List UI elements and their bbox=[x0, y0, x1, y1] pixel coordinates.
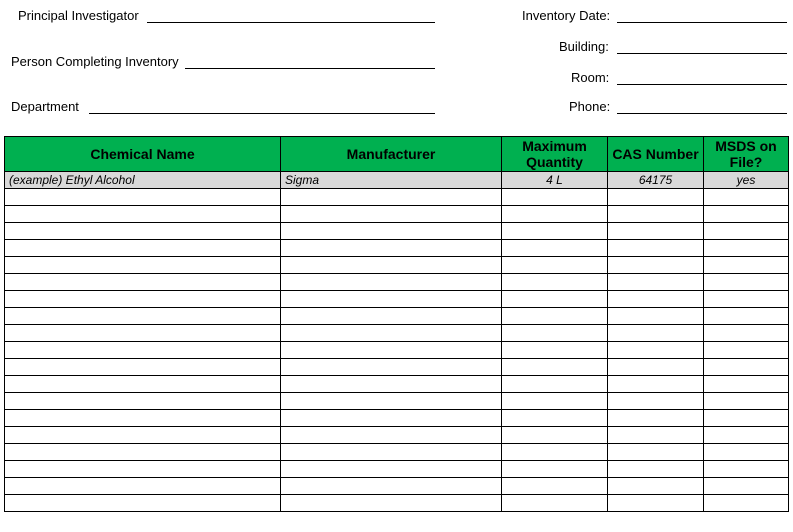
msds-on-file-cell[interactable] bbox=[704, 461, 789, 478]
manufacturer-cell[interactable] bbox=[281, 410, 502, 427]
example-row bbox=[5, 172, 789, 189]
msds-on-file-cell[interactable] bbox=[704, 444, 789, 461]
chemical-inventory-table bbox=[4, 136, 789, 512]
manufacturer-cell[interactable] bbox=[281, 308, 502, 325]
maximum-quantity-cell[interactable] bbox=[502, 206, 608, 223]
cas-number-cell[interactable] bbox=[608, 376, 704, 393]
chemical-name-cell[interactable] bbox=[5, 206, 281, 223]
chemical-name-cell[interactable] bbox=[5, 223, 281, 240]
msds-on-file-cell[interactable] bbox=[704, 206, 789, 223]
table-row bbox=[5, 223, 789, 240]
table-row bbox=[5, 189, 789, 206]
manufacturer-cell[interactable] bbox=[281, 376, 502, 393]
table-row bbox=[5, 359, 789, 376]
table-row bbox=[5, 427, 789, 444]
table-row bbox=[5, 342, 789, 359]
manufacturer-cell[interactable] bbox=[281, 189, 502, 206]
maximum-quantity-cell[interactable] bbox=[502, 240, 608, 257]
cas-number-cell[interactable] bbox=[608, 461, 704, 478]
chemical-name-cell[interactable] bbox=[5, 240, 281, 257]
table-row bbox=[5, 206, 789, 223]
principal-investigator-label: Principal Investigator bbox=[18, 8, 139, 23]
building-label: Building: bbox=[559, 39, 609, 54]
cas-number-cell[interactable] bbox=[608, 325, 704, 342]
col-header-cas-number: CAS Number bbox=[608, 137, 704, 172]
maximum-quantity-cell[interactable] bbox=[502, 325, 608, 342]
principal-investigator-field[interactable] bbox=[147, 22, 435, 23]
chemical-name-cell[interactable] bbox=[5, 189, 281, 206]
inventory-date-label: Inventory Date: bbox=[522, 8, 611, 23]
cas-number-cell[interactable] bbox=[608, 189, 704, 206]
msds-on-file-cell[interactable] bbox=[704, 325, 789, 342]
table-row bbox=[5, 274, 789, 291]
maximum-quantity-cell[interactable] bbox=[502, 444, 608, 461]
msds-on-file-cell[interactable] bbox=[704, 478, 789, 495]
cas-number-cell[interactable] bbox=[608, 308, 704, 325]
maximum-quantity-cell[interactable] bbox=[502, 359, 608, 376]
table-row bbox=[5, 444, 789, 461]
table-row bbox=[5, 308, 789, 325]
maximum-quantity-cell[interactable] bbox=[502, 410, 608, 427]
example-chemical-name[interactable]: (example) Ethyl Alcohol bbox=[5, 172, 281, 189]
msds-on-file-cell[interactable] bbox=[704, 410, 789, 427]
phone-label: Phone: bbox=[569, 99, 611, 114]
manufacturer-cell[interactable] bbox=[281, 427, 502, 444]
chemical-name-cell[interactable] bbox=[5, 376, 281, 393]
phone-field[interactable] bbox=[617, 113, 787, 114]
msds-on-file-cell[interactable] bbox=[704, 223, 789, 240]
table-row bbox=[5, 410, 789, 427]
maximum-quantity-cell[interactable] bbox=[502, 342, 608, 359]
manufacturer-cell[interactable] bbox=[281, 274, 502, 291]
col-header-chemical-name: Chemical Name bbox=[5, 137, 281, 172]
maximum-quantity-cell[interactable] bbox=[502, 223, 608, 240]
msds-on-file-cell[interactable] bbox=[704, 393, 789, 410]
msds-on-file-cell[interactable] bbox=[704, 291, 789, 308]
table-row bbox=[5, 495, 789, 512]
manufacturer-cell[interactable] bbox=[281, 393, 502, 410]
example-msds-on-file[interactable]: yes bbox=[704, 172, 789, 189]
msds-on-file-cell[interactable] bbox=[704, 308, 789, 325]
room-field[interactable] bbox=[617, 84, 787, 85]
person-completing-field[interactable] bbox=[185, 68, 435, 69]
manufacturer-cell[interactable] bbox=[281, 461, 502, 478]
table-row bbox=[5, 393, 789, 410]
manufacturer-cell[interactable] bbox=[281, 478, 502, 495]
chemical-name-cell[interactable] bbox=[5, 274, 281, 291]
msds-on-file-cell[interactable] bbox=[704, 495, 789, 512]
maximum-quantity-cell[interactable] bbox=[502, 461, 608, 478]
example-manufacturer[interactable]: Sigma bbox=[281, 172, 502, 189]
department-field[interactable] bbox=[89, 113, 435, 114]
msds-on-file-cell[interactable] bbox=[704, 359, 789, 376]
maximum-quantity-cell[interactable] bbox=[502, 478, 608, 495]
cas-number-cell[interactable] bbox=[608, 291, 704, 308]
manufacturer-cell[interactable] bbox=[281, 342, 502, 359]
msds-on-file-cell[interactable] bbox=[704, 274, 789, 291]
building-field[interactable] bbox=[617, 53, 787, 54]
manufacturer-cell[interactable] bbox=[281, 291, 502, 308]
table-row bbox=[5, 461, 789, 478]
cas-number-cell[interactable] bbox=[608, 223, 704, 240]
manufacturer-cell[interactable] bbox=[281, 495, 502, 512]
chemical-name-cell[interactable] bbox=[5, 427, 281, 444]
department-label: Department bbox=[11, 99, 79, 114]
col-header-maximum-quantity: Maximum Quantity bbox=[502, 137, 608, 172]
manufacturer-cell[interactable] bbox=[281, 325, 502, 342]
person-completing-label: Person Completing Inventory bbox=[11, 54, 179, 69]
msds-on-file-cell[interactable] bbox=[704, 376, 789, 393]
room-label: Room: bbox=[571, 70, 610, 85]
cas-number-cell[interactable] bbox=[608, 257, 704, 274]
chemical-name-cell[interactable] bbox=[5, 410, 281, 427]
cas-number-cell[interactable] bbox=[608, 410, 704, 427]
example-maximum-quantity[interactable]: 4 L bbox=[502, 172, 608, 189]
chemical-name-cell[interactable] bbox=[5, 461, 281, 478]
col-header-msds-on-file: MSDS on File? bbox=[704, 137, 789, 172]
table-row bbox=[5, 240, 789, 257]
cas-number-cell[interactable] bbox=[608, 478, 704, 495]
chemical-name-cell[interactable] bbox=[5, 495, 281, 512]
cas-number-cell[interactable] bbox=[608, 206, 704, 223]
chemical-name-cell[interactable] bbox=[5, 342, 281, 359]
chemical-name-cell[interactable] bbox=[5, 359, 281, 376]
chemical-name-cell[interactable] bbox=[5, 257, 281, 274]
msds-on-file-cell[interactable] bbox=[704, 240, 789, 257]
maximum-quantity-cell[interactable] bbox=[502, 291, 608, 308]
table-header-row bbox=[5, 137, 789, 172]
maximum-quantity-cell[interactable] bbox=[502, 274, 608, 291]
cas-number-cell[interactable] bbox=[608, 359, 704, 376]
chemical-name-cell[interactable] bbox=[5, 325, 281, 342]
maximum-quantity-cell[interactable] bbox=[502, 393, 608, 410]
msds-on-file-cell[interactable] bbox=[704, 257, 789, 274]
table-row bbox=[5, 291, 789, 308]
table-row bbox=[5, 478, 789, 495]
cas-number-cell[interactable] bbox=[608, 274, 704, 291]
cas-number-cell[interactable] bbox=[608, 393, 704, 410]
maximum-quantity-cell[interactable] bbox=[502, 376, 608, 393]
inventory-date-field[interactable] bbox=[617, 22, 787, 23]
maximum-quantity-cell[interactable] bbox=[502, 427, 608, 444]
col-header-manufacturer: Manufacturer bbox=[281, 137, 502, 172]
chemical-name-cell[interactable] bbox=[5, 478, 281, 495]
manufacturer-cell[interactable] bbox=[281, 444, 502, 461]
cas-number-cell[interactable] bbox=[608, 427, 704, 444]
chemical-name-cell[interactable] bbox=[5, 444, 281, 461]
manufacturer-cell[interactable] bbox=[281, 206, 502, 223]
msds-on-file-cell[interactable] bbox=[704, 189, 789, 206]
table-row bbox=[5, 325, 789, 342]
msds-on-file-cell[interactable] bbox=[704, 342, 789, 359]
example-cas-number[interactable]: 64175 bbox=[608, 172, 704, 189]
cas-number-cell[interactable] bbox=[608, 444, 704, 461]
chemical-name-cell[interactable] bbox=[5, 308, 281, 325]
maximum-quantity-cell[interactable] bbox=[502, 189, 608, 206]
maximum-quantity-cell[interactable] bbox=[502, 308, 608, 325]
manufacturer-cell[interactable] bbox=[281, 257, 502, 274]
chemical-name-cell[interactable] bbox=[5, 291, 281, 308]
table-row bbox=[5, 257, 789, 274]
table-row bbox=[5, 376, 789, 393]
manufacturer-cell[interactable] bbox=[281, 240, 502, 257]
cas-number-cell[interactable] bbox=[608, 240, 704, 257]
msds-on-file-cell[interactable] bbox=[704, 427, 789, 444]
maximum-quantity-cell[interactable] bbox=[502, 495, 608, 512]
cas-number-cell[interactable] bbox=[608, 495, 704, 512]
manufacturer-cell[interactable] bbox=[281, 223, 502, 240]
chemical-name-cell[interactable] bbox=[5, 393, 281, 410]
cas-number-cell[interactable] bbox=[608, 342, 704, 359]
maximum-quantity-cell[interactable] bbox=[502, 257, 608, 274]
manufacturer-cell[interactable] bbox=[281, 359, 502, 376]
